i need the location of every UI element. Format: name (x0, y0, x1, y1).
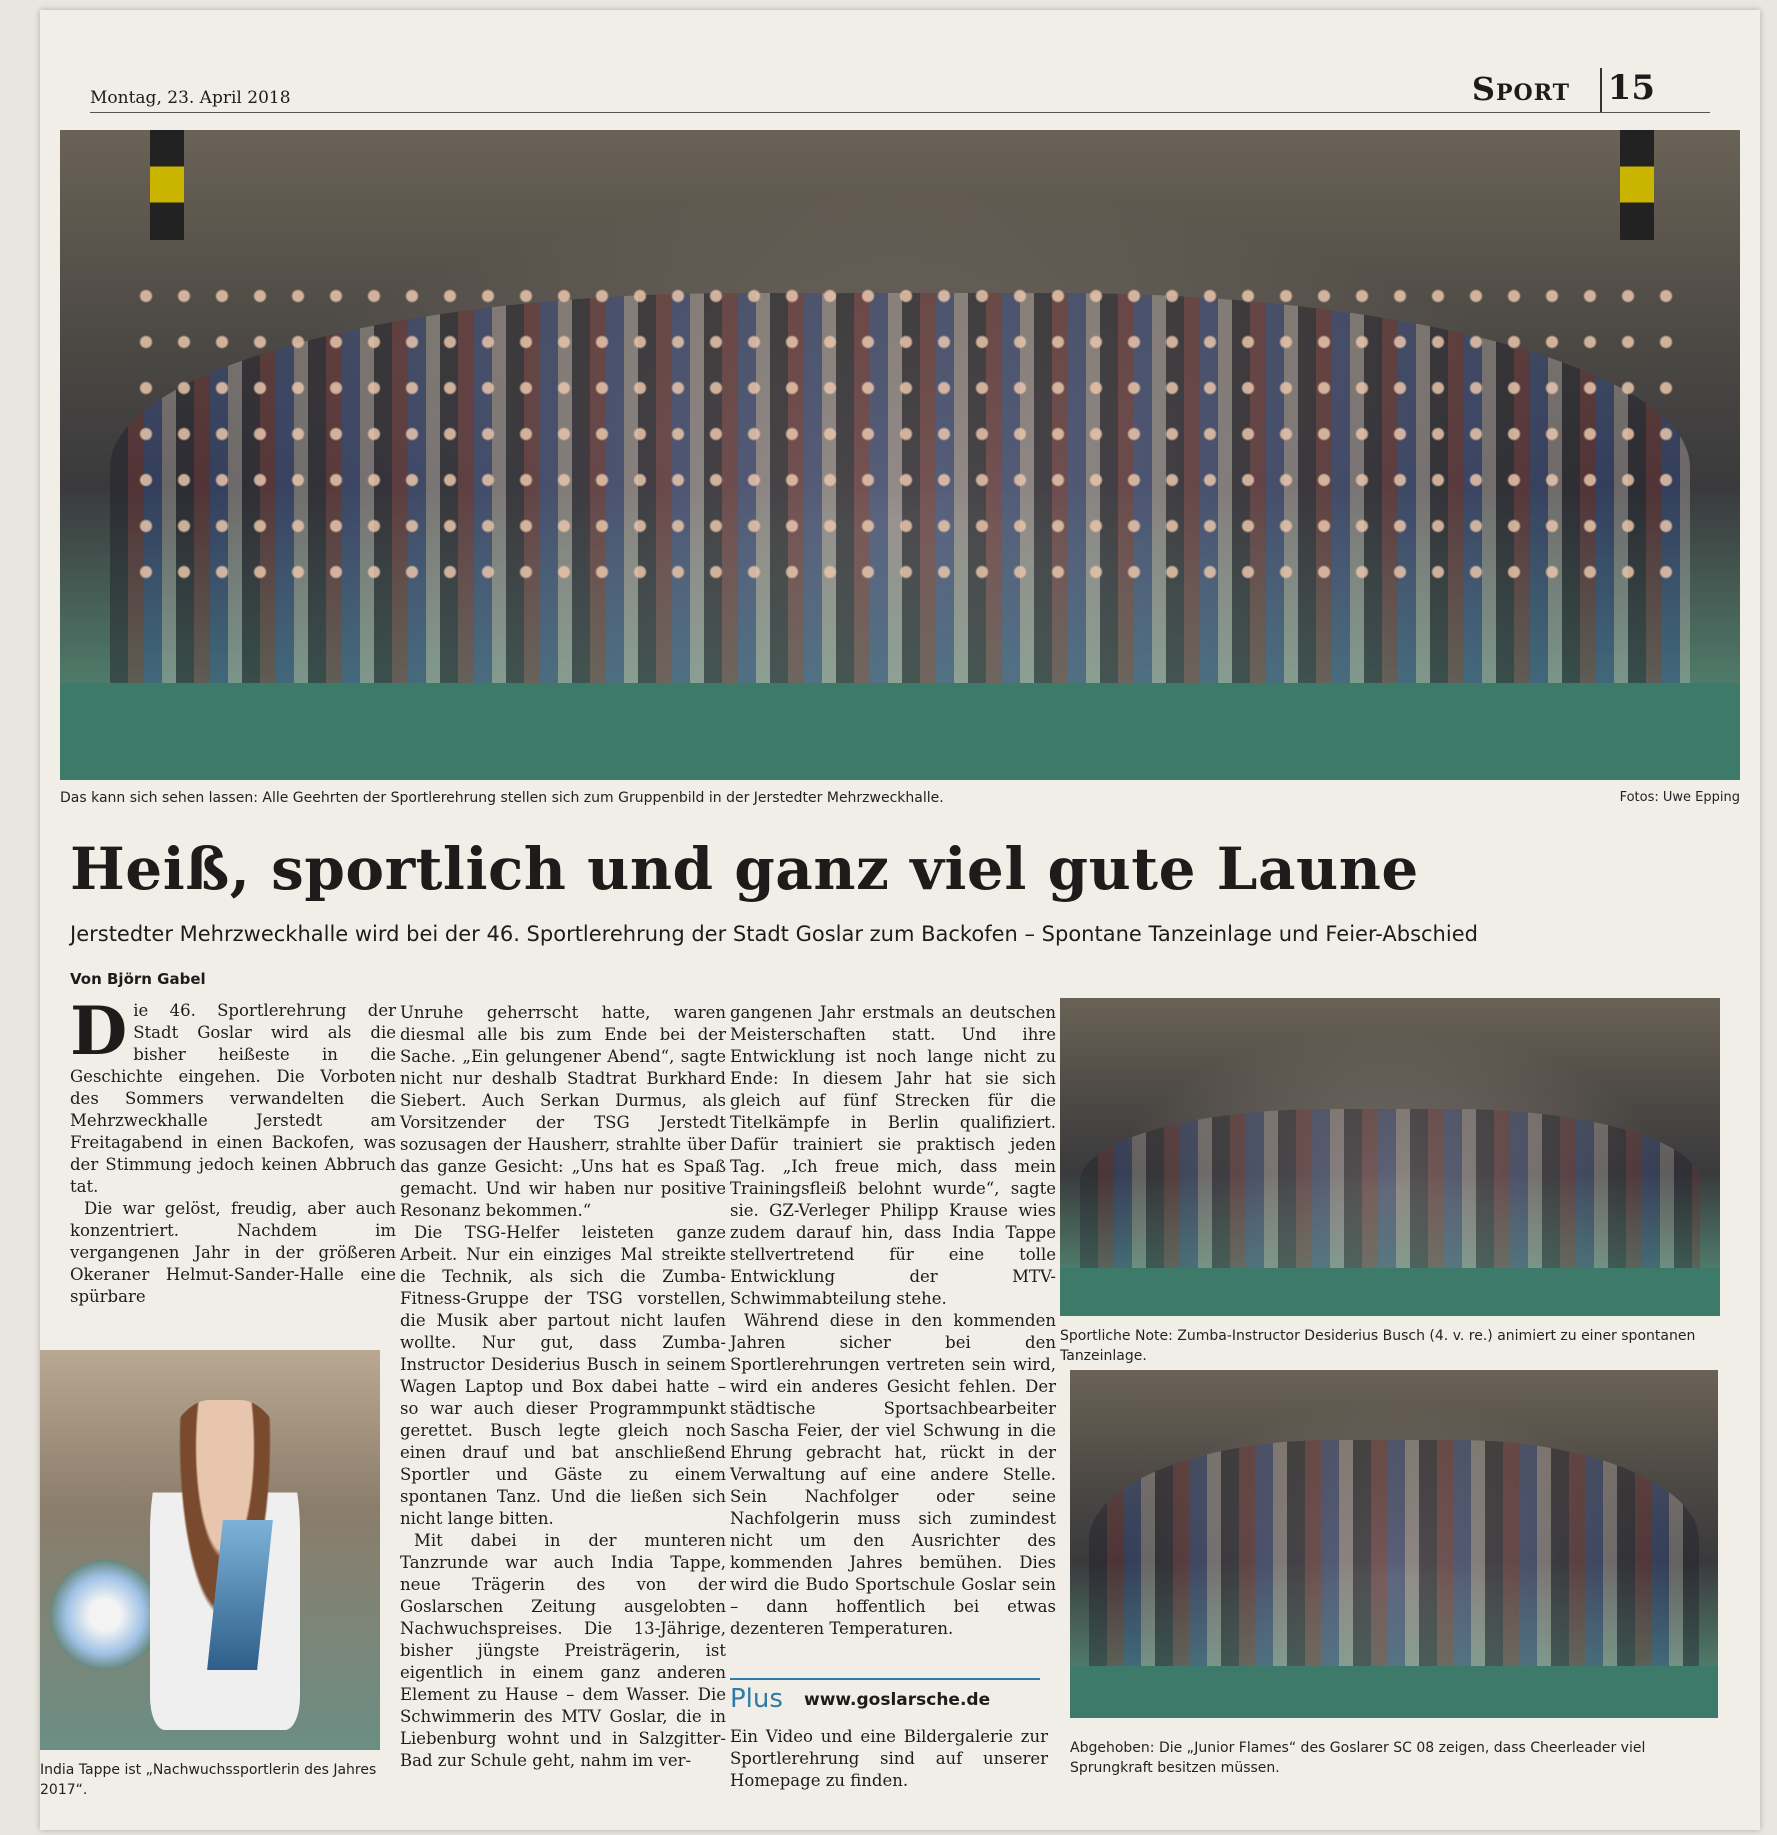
masthead-divider (1600, 68, 1602, 112)
india-tappe-photo (40, 1350, 380, 1750)
faces-pattern (127, 273, 1673, 598)
page-number: 15 (1607, 68, 1655, 108)
zumba-photo-caption: Sportliche Note: Zumba-Instructor Desiderius Busch (4. v. re.) animiert zu einer spontanen Tanzeinlage. (1060, 1328, 1696, 1364)
paragraph: Während diese in den kommenden Jahren sicher bei den Sportlerehrungen vertreten sein wird, wird ein anderes Gesicht fehlen. Der städtische Sportsachbearbeiter Sascha Feier, der viel Schwung in die Ehrung gebracht hat, rückt in der Verwaltung auf eine andere Stelle. Sein Nachfolger oder seine Nachfolgerin muss sich zumindest nicht um den Ausrichter des kommenden Jahres bemühen. Dies wird die Budo Sportschule Goslar sein – dann hoffentlich bei etwas dezenteren Temperaturen. (730, 1311, 1056, 1638)
headline: Heiß, sportlich und ganz viel gute Laune (70, 835, 1419, 903)
article-column-1 (70, 992, 396, 1340)
group-photo-caption: Das kann sich sehen lassen: Alle Geehrten der Sportlerehrung stellen sich zum Gruppenbild in der Jerstedter Mehrzweckhalle. (60, 790, 944, 806)
hall-floor (60, 683, 1740, 781)
paragraph: Die TSG-Helfer leisteten ganze Arbeit. Nur ein einziges Mal streikte die Technik, als sich die Zumba-Fitness-Gruppe der TSG vorstellen, die Musik aber partout nicht laufen wollte. Nur gut, dass Zumba-Instructor Desiderius Busch in seinem Wagen Laptop und Box dabei hatte – so war auch dieser Programmpunkt gerettet. Busch legte gleich noch einen drauf und bat anschließend Sportler und Gäste zu einem spontanen Tanz. Und die ließen sich nicht lange bitten. (400, 1223, 726, 1528)
group-photo (60, 130, 1740, 780)
paragraph: Mit dabei in der munteren Tanzrunde war auch India Tappe, neue Trägerin des von der Goslarschen Zeitung ausgelobten Nachwuchspreises. Die 13-Jährige, bisher jüngste Preisträgerin, ist eigentlich in einem ganz anderen Element zu Hause – dem Wasser. Die Schwimmerin des MTV Goslar, die in Liebenburg wohnt und in Salzgitter-Bad zur Schule geht, nahm im ver- (400, 1531, 726, 1770)
paragraph: Unruhe geherrscht hatte, waren diesmal alle bis zum Ende bei der Sache. „Ein gelungener Abend“, sagte nicht nur deshalb Stadtrat Burkhard Siebert. Auch Serkan Durmus, als Vorsitzender der TSG Jerstedt sozusagen der Hausherr, strahlte über das ganze Gesicht: „Uns hat es Spaß gemacht. Und wir haben nur positive Resonanz bekommen.“ (400, 1003, 726, 1220)
flag-banner (1620, 130, 1654, 240)
cheerleaders-shape (1089, 1440, 1698, 1691)
byline: Von Björn Gabel (70, 970, 206, 988)
subheadline: Jerstedter Mehrzweckhalle wird bei der 46. Sportlerehrung der Stadt Goslar zum Backofen – Spontane Tanzeinlage und Feier-Abschied (70, 922, 1478, 946)
paragraph: gangenen Jahr erstmals an deutschen Meisterschaften statt. Und ihre Entwicklung ist noch lange nicht zu Ende: In diesem Jahr hat sie sich gleich auf fünf Strecken für die Titelkämpfe in Berlin qualifiziert. Dafür trainiert sie praktisch jeden Tag. „Ich freue mich, dass mein Trainingsfleiß belohnt wurde“, sagte sie. GZ-Verleger Philipp Krause wies zudem darauf hin, dass India Tappe stellvertretend für eine tolle Entwicklung der MTV-Schwimmabteilung stehe. (730, 1003, 1056, 1308)
india-photo-caption: India Tappe ist „Nachwuchssportlerin des Jahres 2017“. (40, 1762, 377, 1798)
paragraph: Die war gelöst, freudig, aber auch konzentriert. Nachdem im vergangenen Jahr in der größeren Okeraner Helmut-Sander-Halle eine spürbare (70, 1199, 396, 1306)
flag-banner (150, 130, 184, 240)
masthead-rule (90, 112, 1710, 113)
article-column-3 (730, 1002, 1056, 1638)
junior-flames-photo (1070, 1370, 1718, 1718)
bouquet-shape (50, 1560, 160, 1670)
hall-floor (1070, 1666, 1718, 1718)
dancers-shape (1080, 1109, 1700, 1290)
website-link[interactable]: www.goslarsche.de (804, 1690, 991, 1710)
paragraph: ie 46. Sportlerehrung der Stadt Goslar wird als die bisher heißeste in die Geschichte eingehen. Die Vorboten des Sommers verwandelten die Mehrzweckhalle Jerstedt am Freitagabend in einen Backofen, was der Stimmung jedoch keinen Abbruch tat. (70, 1001, 396, 1196)
plus-box-text: Ein Video und eine Bildergalerie zur Sportlerehrung sind auf unserer Homepage zu finden. (730, 1727, 1048, 1790)
plus-logo: Plus (730, 1684, 783, 1714)
photo-credit: Fotos: Uwe Epping (1619, 790, 1740, 805)
hall-floor (1060, 1268, 1720, 1316)
article-column-2 (400, 1002, 726, 1770)
newspaper-page (40, 10, 1760, 1830)
drop-cap: D (70, 992, 128, 1070)
plus-box (730, 1678, 1040, 1714)
flames-photo-caption: Abgehoben: Die „Junior Flames“ des Goslarer SC 08 zeigen, dass Cheerleader viel Sprungkraft besitzen müssen. (1070, 1740, 1646, 1776)
section-title: Sport (1471, 70, 1570, 108)
zumba-photo (1060, 998, 1720, 1316)
issue-date: Montag, 23. April 2018 (90, 88, 291, 108)
